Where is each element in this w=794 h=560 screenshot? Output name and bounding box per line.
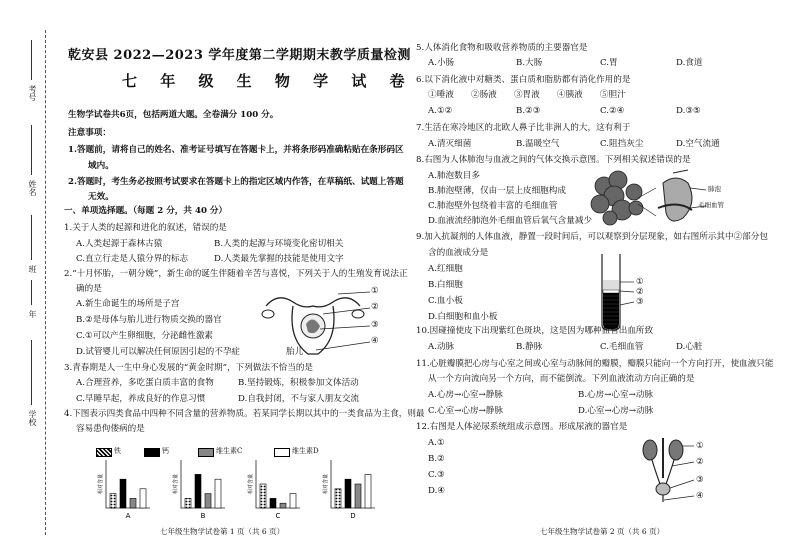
bar-B-1 bbox=[195, 474, 201, 508]
q2-stem: 2.“十月怀胎，一朝分娩”，新生命的诞生伴随着辛苦与喜悦，下列关于人的生殖发育说法正 bbox=[64, 269, 408, 279]
q2-option-d[interactable]: D.试管婴儿可以解决任何原因引起的不孕症 bbox=[76, 347, 241, 357]
q12-label-2: ② bbox=[696, 457, 704, 467]
page-1-footer: 七年级生物学试卷第 1 页（共 6 页） bbox=[160, 527, 285, 536]
q3-stem: 3.青春期是人一生中身心发展的“黄金时期”，下列做法不恰当的是 bbox=[64, 363, 314, 373]
q3-option-a[interactable]: A.合理营养，多吃蛋白质丰富的食物 bbox=[76, 378, 214, 388]
q9-option-c[interactable]: C.血小板 bbox=[428, 296, 463, 306]
q9-stem: 9.加入抗凝剂的人体血液，静置一段时间后，可以观察到分层现象，如右图所示其中②部分包 bbox=[416, 232, 768, 242]
q7-option-b[interactable]: B.温暖空气 bbox=[516, 139, 560, 149]
q9-option-b[interactable]: B.白细胞 bbox=[428, 280, 463, 290]
q11-option-b[interactable]: B.心房→心室→动脉 bbox=[578, 390, 654, 400]
bar-B-3 bbox=[215, 479, 221, 508]
notice-2: 2.答题时，考生务必按照考试要求在答题卡上的指定区域内作答，在草稿纸、试题上答题 bbox=[68, 177, 404, 187]
notice-title: 注意事项： bbox=[68, 128, 111, 138]
notice-1: 1.答题前，请将自己的姓名、准考证号填写在答题卡上，并将条形码准确粘贴在条形码区 bbox=[68, 145, 404, 155]
q4-stem: 4.下图表示四类食品中四种不同含量的营养物质。若某同学长期以其中的一类食品为主食，则最 bbox=[64, 409, 425, 419]
q1-option-c[interactable]: C.直立行走是人猿分界的标志 bbox=[76, 254, 189, 264]
ureter-right bbox=[666, 460, 674, 484]
nutrient-chart bbox=[92, 458, 392, 523]
q3-option-d[interactable]: D.自我封闭，不与家人朋友交流 bbox=[238, 394, 360, 404]
bar-C-1 bbox=[270, 498, 276, 508]
uterus-diagram bbox=[258, 284, 378, 364]
q7-stem: 7.生活在寒冷地区的北欧人鼻子比非洲人的大，这有利于 bbox=[416, 123, 631, 133]
notice-2-cont: 无效。 bbox=[88, 192, 114, 202]
legend-vitamin-d: 维生素D bbox=[292, 447, 319, 455]
alveoli-cluster bbox=[591, 171, 643, 225]
legend-vitamin-c: 维生素C bbox=[216, 447, 243, 455]
legend-calcium: 钙 bbox=[162, 447, 169, 455]
q5-option-b[interactable]: B.大肠 bbox=[516, 58, 543, 68]
fallopian-tubes bbox=[266, 298, 360, 307]
food-label-D: D bbox=[350, 512, 356, 520]
chart-ylabel-A: 相对含量 bbox=[98, 473, 104, 495]
q7-option-c[interactable]: C.阻挡灰尘 bbox=[600, 139, 644, 149]
alveolus-label: 肺泡 bbox=[708, 185, 721, 193]
exam-no-blank bbox=[31, 40, 32, 80]
exam-title: 乾安县 2022—2023 学年度第二学期期末教学质量检测 bbox=[68, 48, 411, 63]
q12-label-3: ③ bbox=[696, 475, 704, 485]
q12-option-b[interactable]: B.② bbox=[428, 454, 445, 464]
school-blank bbox=[31, 340, 32, 405]
q6-option-c[interactable]: C.②④ bbox=[600, 106, 625, 116]
grade-blank bbox=[31, 280, 32, 305]
q12-label-1: ① bbox=[696, 441, 704, 451]
bar-A-1 bbox=[120, 479, 126, 508]
name-label: 姓名 bbox=[28, 180, 37, 196]
q5-option-a[interactable]: A.小肠 bbox=[428, 58, 455, 68]
bar-D-1 bbox=[345, 479, 351, 508]
q12-option-c[interactable]: C.③ bbox=[428, 470, 445, 480]
notice-1-cont: 域内。 bbox=[88, 161, 114, 171]
q9-option-d[interactable]: D.白细胞和血小板 bbox=[428, 312, 498, 322]
food-label-C: C bbox=[275, 512, 281, 520]
q9-label-2: ② bbox=[636, 287, 644, 297]
q4-stem-cont: 容易患佝偻病的是 bbox=[76, 424, 145, 434]
bar-D-0 bbox=[335, 489, 341, 508]
q6-option-d[interactable]: D.③⑤ bbox=[676, 106, 701, 116]
q10-option-d[interactable]: D.心脏 bbox=[676, 342, 703, 352]
q3-option-b[interactable]: B.坚持锻炼，积极参加文体活动 bbox=[238, 378, 359, 388]
chart-ylabel-C: 相对含量 bbox=[248, 473, 254, 495]
capillary-label: 毛细血管 bbox=[698, 201, 724, 209]
q7-option-a[interactable]: A.清灭细菌 bbox=[428, 139, 472, 149]
q1-stem: 1.关于人类的起源和进化的叙述，错误的是 bbox=[64, 223, 227, 233]
q11-stem-cont: 从一个方向流向另一个方向，而不能倒流。下列血液流动方向正确的是 bbox=[428, 374, 695, 384]
q5-option-d[interactable]: D.食道 bbox=[676, 58, 703, 68]
q6-items: ①唾液 ②肠液 ③胃液 ④胰液 ⑤胆汁 bbox=[428, 90, 626, 100]
test-tube-diagram bbox=[590, 250, 670, 332]
legend-swatch-vitamin-d bbox=[274, 448, 290, 457]
name-blank bbox=[31, 125, 32, 175]
q3-option-c[interactable]: C.早睡早起，养成良好的作息习惯 bbox=[76, 394, 206, 404]
q12-stem: 12.右图是人体泌尿系统组成示意图。形成尿液的器官是 bbox=[416, 422, 628, 432]
legend-swatch-calcium bbox=[144, 448, 160, 457]
q12-option-a[interactable]: A.① bbox=[428, 438, 445, 448]
intro-text: 生物学试卷共6页，包括两道大题。全卷满分 100 分。 bbox=[68, 110, 279, 120]
plasma-layer bbox=[603, 280, 619, 290]
q10-option-b[interactable]: B.静脉 bbox=[516, 342, 543, 352]
legend-swatch-vitamin-c bbox=[198, 448, 214, 457]
bar-A-3 bbox=[140, 489, 146, 508]
q2-option-c[interactable]: C.①可以产生卵细胞，分泌雌性激素 bbox=[76, 331, 214, 341]
q1-option-b[interactable]: B.人类的起源与环境变化密切相关 bbox=[214, 239, 344, 249]
page-2-footer: 七年级生物学试卷第 2 页（共 6 页） bbox=[540, 527, 665, 536]
alveolus-sac bbox=[663, 178, 692, 221]
alveoli-diagram bbox=[588, 168, 768, 228]
class-label: 班 bbox=[28, 265, 37, 273]
food-label-B: B bbox=[200, 512, 206, 520]
bar-A-0 bbox=[110, 494, 116, 508]
q2-stem-cont: 确的是 bbox=[76, 284, 102, 294]
exam-subtitle: 七 年 级 生 物 学 试 卷 bbox=[122, 72, 414, 90]
q6-stem: 6.以下消化液中对糖类、蛋白质和脂肪都有消化作用的是 bbox=[416, 75, 631, 85]
buffy-layer bbox=[603, 290, 619, 293]
q2-label-3: ③ bbox=[371, 320, 379, 330]
bar-A-2 bbox=[130, 498, 136, 508]
school-label: 学校 bbox=[28, 410, 37, 426]
arrow bbox=[673, 170, 688, 173]
bar-C-3 bbox=[290, 494, 296, 508]
q11-stem: 11.心脏瓣膜把心房与心室之间或心室与动脉间的瓣膜，瓣膜只能向一个方向打开，使血液只能 bbox=[416, 359, 774, 369]
q9-option-a[interactable]: A.红细胞 bbox=[428, 264, 463, 274]
q9-label-1: ① bbox=[636, 277, 644, 287]
q6-option-b[interactable]: B.②③ bbox=[516, 106, 541, 116]
bar-D-3 bbox=[365, 474, 371, 508]
q2-option-b[interactable]: B.②是母体与胎儿进行物质交换的器官 bbox=[76, 315, 222, 325]
q12-label-4: ④ bbox=[696, 491, 704, 501]
bar-C-2 bbox=[280, 503, 286, 508]
q1-option-a[interactable]: A.人类起源于森林古猿 bbox=[76, 239, 163, 249]
q11-option-d[interactable]: D.心室→心房→动脉 bbox=[578, 406, 654, 416]
food-label-A: A bbox=[125, 512, 131, 520]
q8-option-b[interactable]: B.肺泡壁薄，仅由一层上皮细胞构成 bbox=[428, 186, 566, 196]
ovary-right bbox=[352, 310, 364, 318]
q2-option-a[interactable]: A.新生命诞生的场所是子宫 bbox=[76, 299, 180, 309]
q8-stem: 8.右图为人体肺泡与血液之间的气体交换示意图。下列相关叙述错误的是 bbox=[416, 155, 691, 165]
bar-B-0 bbox=[185, 498, 191, 508]
bar-B-2 bbox=[205, 494, 211, 508]
section-1-heading: 一、单项选择题。（每题 2 分，共 40 分） bbox=[64, 206, 228, 216]
chart-ylabel-D: 相对含量 bbox=[323, 473, 329, 495]
q2-label-1: ① bbox=[371, 286, 379, 296]
q10-option-a[interactable]: A.动脉 bbox=[428, 342, 455, 352]
q8-option-d[interactable]: D.血液流经肺泡外毛细血管后氧气含量减少 bbox=[428, 216, 593, 226]
q6-option-a[interactable]: A.①② bbox=[428, 106, 453, 116]
q1-option-d[interactable]: D.人类最先掌握的技能是使用文字 bbox=[214, 254, 344, 264]
bladder bbox=[656, 483, 670, 495]
q9-label-3: ③ bbox=[636, 297, 644, 307]
rbc-layer bbox=[603, 293, 619, 329]
ureter-left bbox=[652, 460, 660, 484]
q5-stem: 5.人体消化食物和吸收营养物质的主要器官是 bbox=[416, 43, 588, 53]
exam-no-label: 考号 bbox=[28, 85, 37, 101]
chart-ylabel-B: 相对含量 bbox=[173, 473, 179, 495]
q2-fetus-label: 胎儿 bbox=[286, 347, 304, 357]
grade-label: 年 bbox=[28, 310, 37, 318]
q10-option-c[interactable]: C.毛细血管 bbox=[600, 342, 644, 352]
q8-option-c[interactable]: C.肺泡壁外包绕着丰富的毛细血管 bbox=[428, 201, 558, 211]
class-blank bbox=[31, 215, 32, 260]
q12-option-d[interactable]: D.④ bbox=[428, 486, 446, 496]
q5-option-c[interactable]: C.胃 bbox=[600, 58, 618, 68]
legend-iron: 铁 bbox=[114, 447, 121, 455]
chart-legend bbox=[96, 446, 396, 458]
binding-line bbox=[45, 30, 46, 535]
bar-C-0 bbox=[260, 484, 266, 508]
q11-option-a[interactable]: A.心房→心室→静脉 bbox=[428, 390, 503, 400]
kidney-right bbox=[669, 440, 683, 460]
q7-option-d[interactable]: D.空气流通 bbox=[676, 139, 720, 149]
q2-label-2: ② bbox=[371, 302, 379, 312]
q10-stem: 10.因碰撞使皮下出现紫红色斑块，这是因为哪种血管出血所致 bbox=[416, 326, 654, 336]
q8-option-a[interactable]: A.肺泡数目多 bbox=[428, 171, 480, 181]
q11-option-c[interactable]: C.心室→心房→静脉 bbox=[428, 406, 503, 416]
q2-label-4: ④ bbox=[371, 336, 379, 346]
bar-D-2 bbox=[355, 484, 361, 508]
q9-stem-cont: 含的血液成分是 bbox=[428, 248, 489, 258]
kidney-left bbox=[643, 440, 657, 460]
ovary-left bbox=[262, 310, 274, 318]
legend-swatch-iron bbox=[96, 448, 112, 457]
